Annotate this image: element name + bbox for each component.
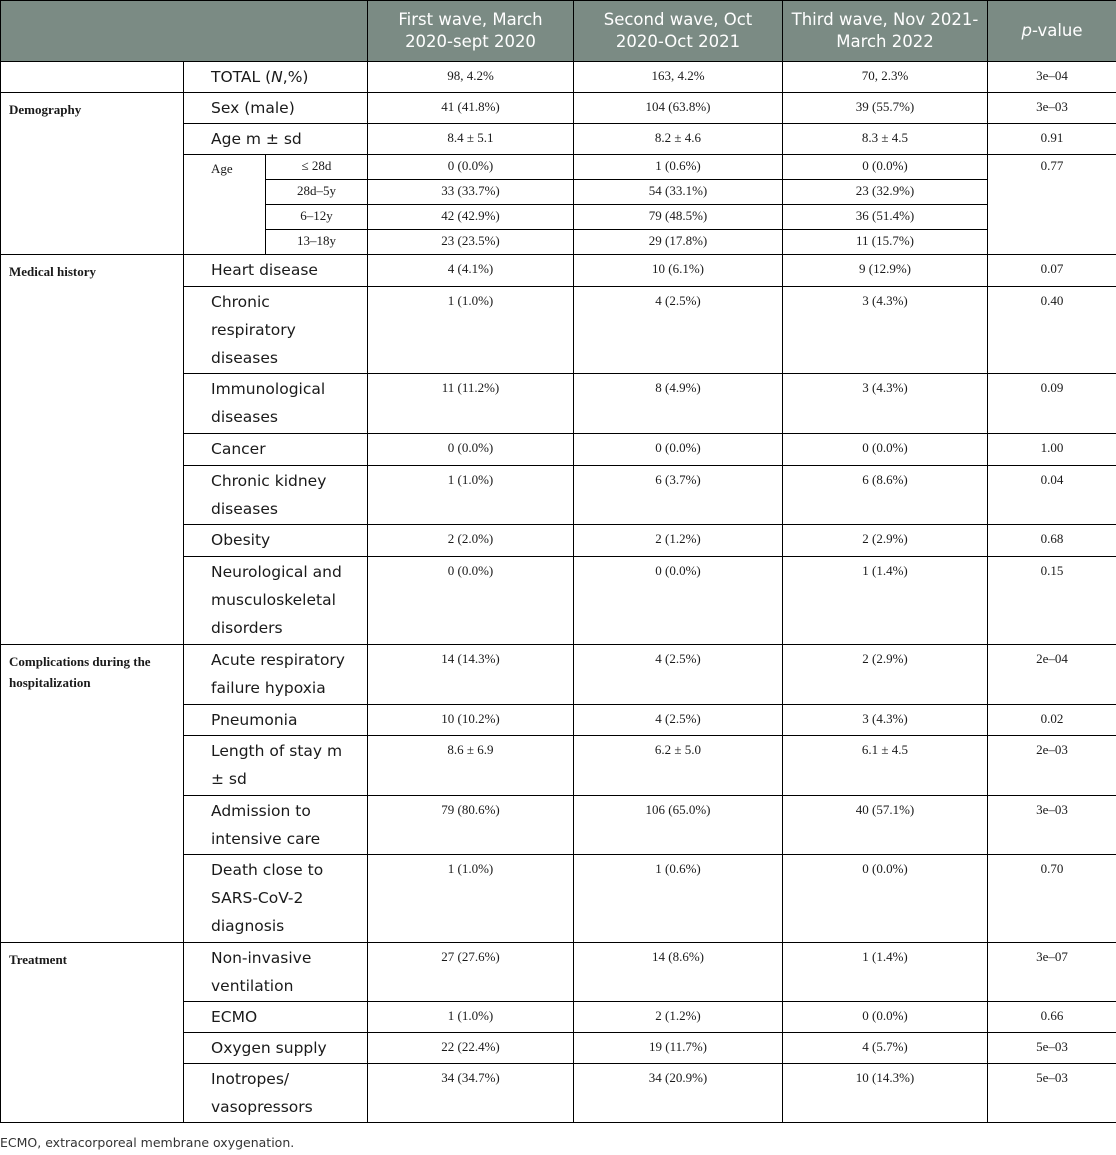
cell-first: 8.4 ± 5.1 [368, 124, 574, 155]
cell-first: 10 (10.2%) [368, 705, 574, 736]
cell-first: 42 (42.9%) [368, 205, 574, 230]
cell-first: 4 (4.1%) [368, 255, 574, 287]
cell-first: 33 (33.7%) [368, 180, 574, 205]
cell-first: 1 (1.0%) [368, 287, 574, 374]
cell-third: 36 (51.4%) [783, 205, 988, 230]
row-label: Cancer [184, 434, 368, 466]
cell-third: 70, 2.3% [783, 62, 988, 93]
cell-p: 2e–04 [988, 645, 1116, 705]
row-label: Immunological diseases [184, 374, 368, 434]
cell-second: 14 (8.6%) [574, 943, 783, 1002]
row-label: Length of stay m ± sd [184, 736, 368, 796]
cell-second: 34 (20.9%) [574, 1064, 783, 1123]
cell-p: 1.00 [988, 434, 1116, 466]
cell-p: 3e–03 [988, 93, 1116, 124]
row-label: Age m ± sd [184, 124, 368, 155]
cell-third: 3 (4.3%) [783, 287, 988, 374]
header-third-wave: Third wave, Nov 2021-March 2022 [783, 1, 988, 62]
cell-third: 1 (1.4%) [783, 557, 988, 645]
category-medical-history: Medical history [1, 255, 184, 645]
cell-third: 0 (0.0%) [783, 155, 988, 180]
cell-third: 0 (0.0%) [783, 855, 988, 943]
header-p-value: p-value [988, 1, 1116, 62]
row-label: Acute respiratory failure hypoxia [184, 645, 368, 705]
cell-second: 8.2 ± 4.6 [574, 124, 783, 155]
cell-third: 8.3 ± 4.5 [783, 124, 988, 155]
age-group-sub: ≤ 28d [266, 155, 368, 180]
cell-p: 0.02 [988, 705, 1116, 736]
cell-second: 4 (2.5%) [574, 705, 783, 736]
cell-third: 1 (1.4%) [783, 943, 988, 1002]
table-row [1, 62, 1116, 93]
cell-third: 0 (0.0%) [783, 434, 988, 466]
cell-third: 4 (5.7%) [783, 1033, 988, 1064]
row-label: Admission to intensive care [184, 796, 368, 855]
cell-first: 0 (0.0%) [368, 155, 574, 180]
cell-second: 2 (1.2%) [574, 525, 783, 557]
cell-third: 2 (2.9%) [783, 525, 988, 557]
cell-second: 8 (4.9%) [574, 374, 783, 434]
age-group-sub: 6–12y [266, 205, 368, 230]
cell-second: 54 (33.1%) [574, 180, 783, 205]
cell-first: 1 (1.0%) [368, 1002, 574, 1033]
cell-third: 3 (4.3%) [783, 705, 988, 736]
row-label: Neurological and musculoskeletal disorders [184, 557, 368, 645]
cell-first: 0 (0.0%) [368, 557, 574, 645]
cell-first: 27 (27.6%) [368, 943, 574, 1002]
cell-third: 0 (0.0%) [783, 1002, 988, 1033]
cell-p: 0.40 [988, 287, 1116, 374]
cell-second: 6 (3.7%) [574, 466, 783, 525]
row-label: Chronic kidney diseases [184, 466, 368, 525]
table-header [1, 1, 1116, 62]
cell-third: 40 (57.1%) [783, 796, 988, 855]
cell-p: 5e–03 [988, 1064, 1116, 1123]
cell-second: 29 (17.8%) [574, 230, 783, 255]
cell-second: 106 (65.0%) [574, 796, 783, 855]
cell-second: 104 (63.8%) [574, 93, 783, 124]
cell-first: 22 (22.4%) [368, 1033, 574, 1064]
cell-second: 163, 4.2% [574, 62, 783, 93]
table-row [1, 255, 1116, 287]
cell-first: 11 (11.2%) [368, 374, 574, 434]
table-row [1, 93, 1116, 124]
header-blank [1, 1, 368, 62]
cell-third: 23 (32.9%) [783, 180, 988, 205]
cell-second: 1 (0.6%) [574, 155, 783, 180]
cell-first: 41 (41.8%) [368, 93, 574, 124]
row-label: Pneumonia [184, 705, 368, 736]
cell-second: 0 (0.0%) [574, 557, 783, 645]
row-label: Sex (male) [184, 93, 368, 124]
cell-first: 79 (80.6%) [368, 796, 574, 855]
row-label: Inotropes/ vasopressors [184, 1064, 368, 1123]
cell-first: 1 (1.0%) [368, 466, 574, 525]
cell-p: 0.91 [988, 124, 1116, 155]
cell-third: 6.1 ± 4.5 [783, 736, 988, 796]
cell-first: 98, 4.2% [368, 62, 574, 93]
cell-first: 0 (0.0%) [368, 434, 574, 466]
cell-second: 2 (1.2%) [574, 1002, 783, 1033]
table-row [1, 645, 1116, 705]
cell-first: 34 (34.7%) [368, 1064, 574, 1123]
cell-second: 0 (0.0%) [574, 434, 783, 466]
cell-third: 10 (14.3%) [783, 1064, 988, 1123]
row-label: Obesity [184, 525, 368, 557]
cell-second: 4 (2.5%) [574, 645, 783, 705]
cell-p: 0.07 [988, 255, 1116, 287]
table-row [1, 943, 1116, 1002]
age-group-label: Age [184, 155, 266, 255]
category-complications: Complications during the hospitalization [1, 645, 184, 943]
row-label: ECMO [184, 1002, 368, 1033]
cell-third: 39 (55.7%) [783, 93, 988, 124]
row-label: Death close to SARS-CoV-2 diagnosis [184, 855, 368, 943]
age-group-sub: 28d–5y [266, 180, 368, 205]
cell-p: 0.70 [988, 855, 1116, 943]
cell-p: 0.77 [988, 155, 1116, 255]
row-label: Oxygen supply [184, 1033, 368, 1064]
cell-second: 79 (48.5%) [574, 205, 783, 230]
category-demography: Demography [1, 93, 184, 255]
cell-third: 11 (15.7%) [783, 230, 988, 255]
cell-first: 8.6 ± 6.9 [368, 736, 574, 796]
cell-second: 10 (6.1%) [574, 255, 783, 287]
cell-second: 1 (0.6%) [574, 855, 783, 943]
cell-first: 1 (1.0%) [368, 855, 574, 943]
header-second-wave: Second wave, Oct 2020-Oct 2021 [574, 1, 783, 62]
cell-p: 0.04 [988, 466, 1116, 525]
cell-first: 14 (14.3%) [368, 645, 574, 705]
cell-third: 3 (4.3%) [783, 374, 988, 434]
cell-first: 23 (23.5%) [368, 230, 574, 255]
header-first-wave: First wave, March 2020-sept 2020 [368, 1, 574, 62]
cell-p: 5e–03 [988, 1033, 1116, 1064]
age-group-sub: 13–18y [266, 230, 368, 255]
cell-p: 3e–07 [988, 943, 1116, 1002]
row-label-total: TOTAL (N,%) [184, 62, 368, 93]
cell-p: 0.15 [988, 557, 1116, 645]
table-footnote: ECMO, extracorporeal membrane oxygenation. [0, 1135, 295, 1150]
row-label: Non-invasive ventilation [184, 943, 368, 1002]
category-treatment: Treatment [1, 943, 184, 1123]
cell-p: 3e–04 [988, 62, 1116, 93]
cell-third: 2 (2.9%) [783, 645, 988, 705]
row-label: Heart disease [184, 255, 368, 287]
cell-second: 4 (2.5%) [574, 287, 783, 374]
cell-third: 9 (12.9%) [783, 255, 988, 287]
cell-p: 3e–03 [988, 796, 1116, 855]
cell-p: 0.68 [988, 525, 1116, 557]
row-label: Chronic respiratory diseases [184, 287, 368, 374]
cell-second: 6.2 ± 5.0 [574, 736, 783, 796]
cell-p: 2e–03 [988, 736, 1116, 796]
cell-p: 0.66 [988, 1002, 1116, 1033]
cell-first: 2 (2.0%) [368, 525, 574, 557]
cell-third: 6 (8.6%) [783, 466, 988, 525]
cell-second: 19 (11.7%) [574, 1033, 783, 1064]
cell-p: 0.09 [988, 374, 1116, 434]
category-cell-empty [1, 62, 184, 93]
